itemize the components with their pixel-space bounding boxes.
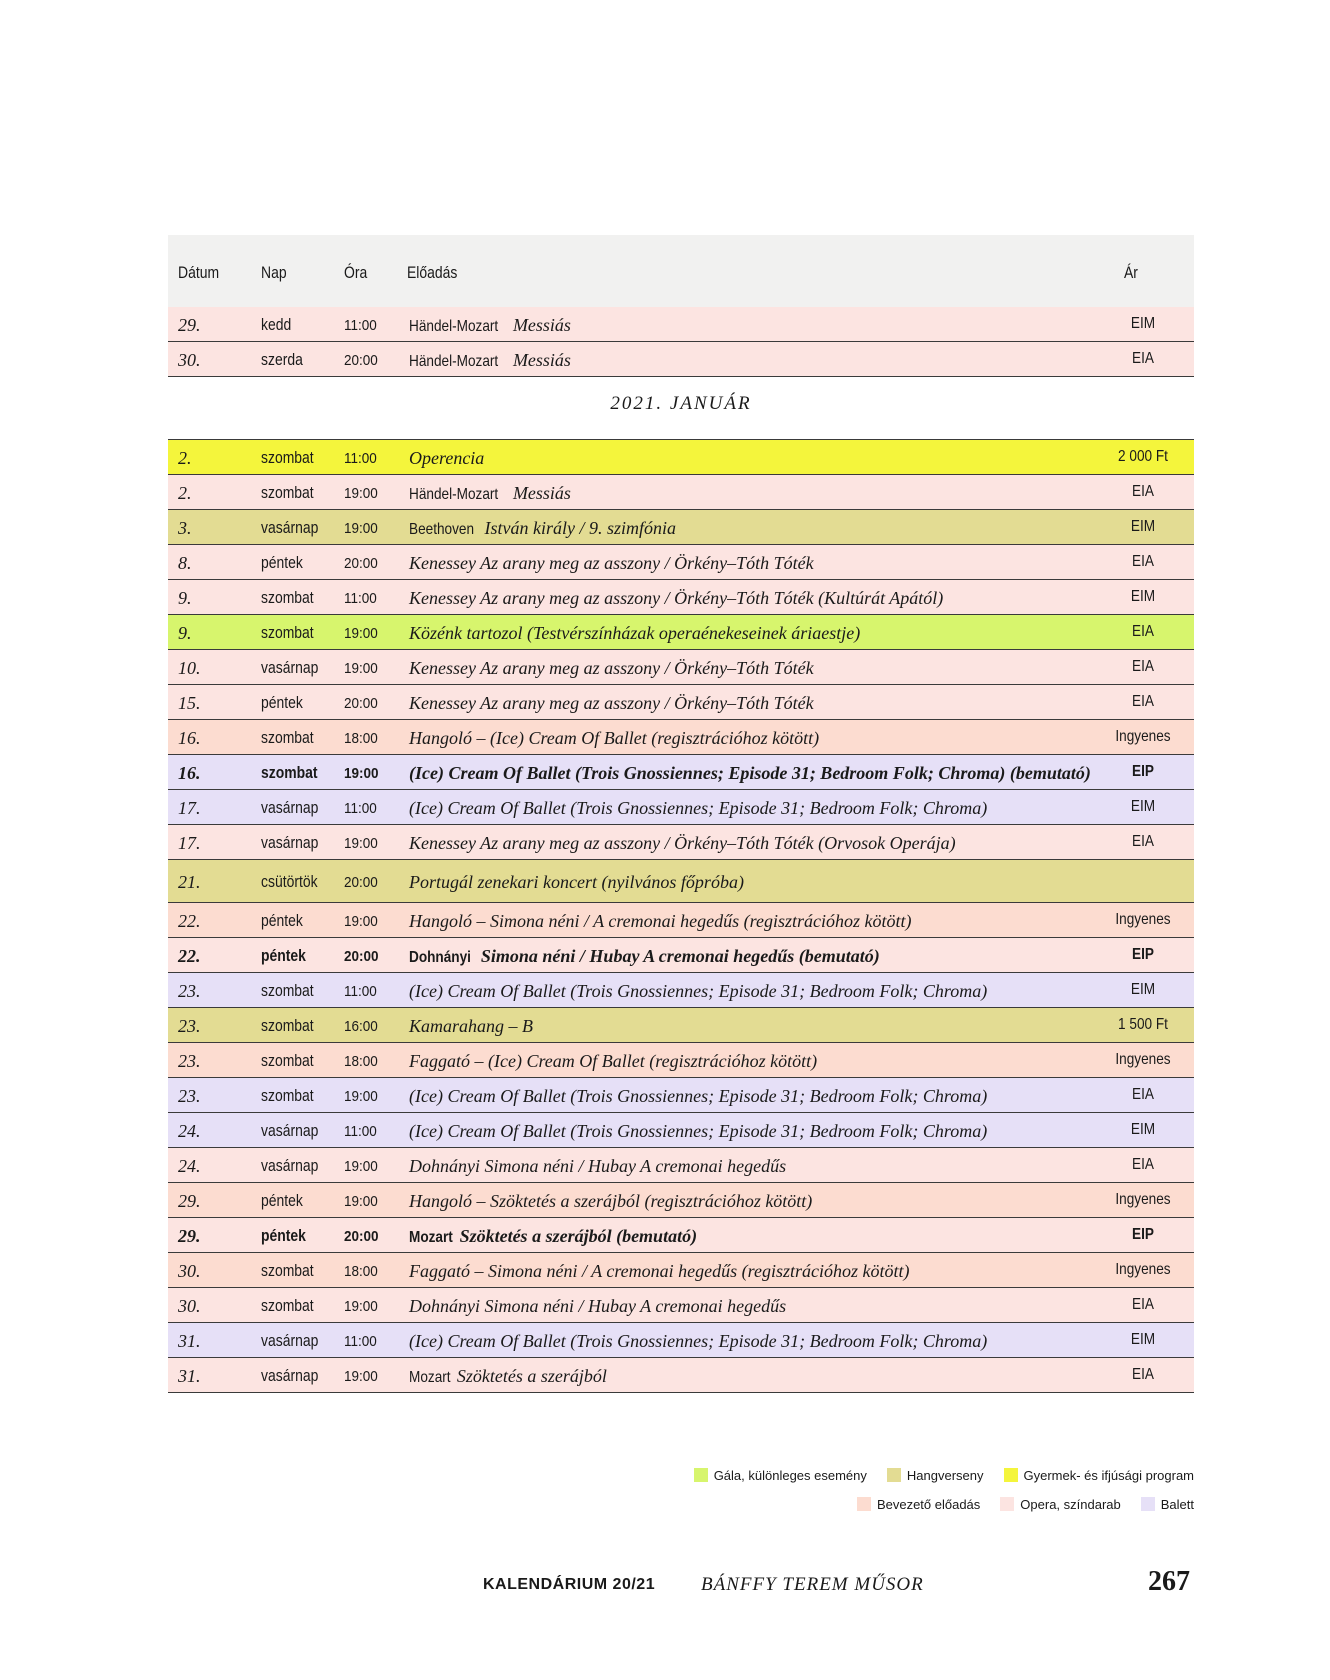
row-show bbox=[409, 518, 676, 539]
row-title: Kenessey Az arany meg az asszony / Örkény–Tóth Tóték (Kultúrát Apától) bbox=[409, 588, 944, 608]
row-date: 30. bbox=[178, 1296, 201, 1316]
row-title: (Ice) Cream Of Ballet (Trois Gnossiennes; Episode 31; Bedroom Folk; Chroma) bbox=[409, 798, 988, 818]
row-price: Ingyenes bbox=[1115, 1261, 1171, 1278]
row-title: Dohnányi Simona néni / Hubay A cremonai hegedűs bbox=[409, 1156, 787, 1176]
table-row bbox=[168, 903, 1194, 938]
row-show bbox=[409, 981, 987, 1002]
schedule-table-january bbox=[168, 439, 1194, 1393]
row-day: péntek bbox=[261, 693, 303, 712]
table-row bbox=[168, 860, 1194, 903]
row-time: 19:00 bbox=[344, 913, 378, 930]
header-date: Dátum bbox=[178, 263, 220, 282]
row-title: Faggató – Simona néni / A cremonai hegedűs (regisztrációhoz kötött) bbox=[409, 1261, 910, 1281]
footer-title: BÁNFFY TEREM MŰSOR bbox=[701, 1574, 924, 1595]
row-show bbox=[409, 1051, 817, 1072]
row-price: EIA bbox=[1132, 1086, 1154, 1103]
row-show bbox=[409, 588, 943, 609]
row-day: szombat bbox=[261, 763, 318, 782]
legend-label: Gyermek- és ifjúsági program bbox=[1023, 1468, 1194, 1483]
row-price: EIA bbox=[1132, 350, 1154, 367]
row-price: EIP bbox=[1132, 763, 1154, 780]
row-day: szombat bbox=[261, 483, 314, 502]
row-price: 1 500 Ft bbox=[1118, 1016, 1168, 1033]
row-price: EIA bbox=[1132, 1156, 1154, 1173]
row-price: EIM bbox=[1130, 1121, 1156, 1138]
row-time: 19:00 bbox=[344, 835, 378, 852]
row-title: Messiás bbox=[512, 483, 571, 503]
row-composer: Händel-Mozart bbox=[409, 318, 499, 335]
row-date: 24. bbox=[178, 1121, 201, 1141]
legend-row-1 bbox=[674, 1468, 1194, 1483]
table-row bbox=[168, 342, 1194, 377]
row-date: 10. bbox=[178, 658, 201, 678]
row-title: Dohnányi Simona néni / Hubay A cremonai hegedűs bbox=[409, 1296, 787, 1316]
row-show bbox=[409, 1016, 533, 1037]
row-day: vasárnap bbox=[261, 1331, 319, 1350]
legend-swatch bbox=[694, 1468, 708, 1482]
row-price: EIA bbox=[1132, 693, 1154, 710]
row-time: 11:00 bbox=[344, 590, 377, 607]
row-show bbox=[409, 1366, 607, 1387]
row-time: 19:00 bbox=[344, 1193, 378, 1210]
row-price: EIM bbox=[1130, 518, 1156, 535]
row-title: Faggató – (Ice) Cream Of Ballet (regisztrációhoz kötött) bbox=[409, 1051, 818, 1071]
row-composer: Mozart bbox=[409, 1369, 451, 1386]
row-date: 23. bbox=[178, 1051, 201, 1071]
row-day: vasárnap bbox=[261, 1366, 319, 1385]
row-show bbox=[409, 553, 814, 574]
row-show bbox=[409, 798, 987, 819]
table-header bbox=[168, 235, 1194, 309]
row-date: 9. bbox=[178, 623, 192, 643]
row-date: 21. bbox=[178, 872, 201, 892]
row-title: Hangoló – (Ice) Cream Of Ballet (regisztrációhoz kötött) bbox=[409, 728, 820, 748]
row-time: 20:00 bbox=[344, 352, 378, 369]
row-title: Portugál zenekari koncert (nyilvános főpróba) bbox=[409, 872, 744, 892]
row-day: vasárnap bbox=[261, 1121, 319, 1140]
table-row bbox=[168, 938, 1194, 973]
table-row bbox=[168, 307, 1194, 342]
row-price: EIA bbox=[1132, 483, 1154, 500]
table-row bbox=[168, 1358, 1194, 1393]
row-price: EIA bbox=[1132, 553, 1154, 570]
row-title: (Ice) Cream Of Ballet (Trois Gnossiennes; Episode 31; Bedroom Folk; Chroma) bbox=[409, 981, 988, 1001]
legend-swatch bbox=[1000, 1497, 1014, 1511]
row-date: 3. bbox=[178, 518, 192, 538]
row-title: (Ice) Cream Of Ballet (Trois Gnossiennes; Episode 31; Bedroom Folk; Chroma) (bemutató) bbox=[409, 763, 1091, 783]
row-date: 30. bbox=[178, 1261, 201, 1281]
row-price: EIA bbox=[1132, 1366, 1154, 1383]
row-title: István király / 9. szimfónia bbox=[484, 518, 677, 538]
table-row bbox=[168, 475, 1194, 510]
row-date: 2. bbox=[178, 448, 192, 468]
row-show bbox=[409, 483, 571, 504]
row-time: 20:00 bbox=[344, 874, 378, 891]
table-row bbox=[168, 1078, 1194, 1113]
row-date: 22. bbox=[178, 946, 201, 966]
row-price: EIM bbox=[1130, 1331, 1156, 1348]
row-time: 20:00 bbox=[344, 695, 378, 712]
row-date: 29. bbox=[178, 315, 201, 335]
row-composer: Händel-Mozart bbox=[409, 353, 499, 370]
row-date: 29. bbox=[178, 1191, 201, 1211]
legend-swatch bbox=[887, 1468, 901, 1482]
table-row bbox=[168, 1043, 1194, 1078]
legend-item bbox=[1000, 1497, 1120, 1512]
row-time: 18:00 bbox=[344, 1263, 378, 1280]
row-title: (Ice) Cream Of Ballet (Trois Gnossiennes; Episode 31; Bedroom Folk; Chroma) bbox=[409, 1121, 988, 1141]
table-row bbox=[168, 790, 1194, 825]
row-day: péntek bbox=[261, 553, 303, 572]
legend-item bbox=[694, 1468, 867, 1483]
row-price: Ingyenes bbox=[1115, 1051, 1171, 1068]
row-show bbox=[409, 1296, 786, 1317]
row-day: szombat bbox=[261, 1296, 314, 1315]
row-time: 19:00 bbox=[344, 520, 378, 537]
row-show bbox=[409, 911, 911, 932]
row-day: szombat bbox=[261, 588, 314, 607]
row-title: Hangoló – Simona néni / A cremonai hegedűs (regisztrációhoz kötött) bbox=[409, 911, 912, 931]
row-composer: Mozart bbox=[409, 1229, 453, 1246]
row-price: EIA bbox=[1132, 623, 1154, 640]
row-day: péntek bbox=[261, 1191, 303, 1210]
row-show bbox=[409, 1121, 987, 1142]
row-day: vasárnap bbox=[261, 518, 319, 537]
row-price: EIP bbox=[1132, 946, 1154, 963]
legend-swatch bbox=[1004, 1468, 1018, 1482]
row-day: szombat bbox=[261, 1016, 314, 1035]
table-row bbox=[168, 1288, 1194, 1323]
row-day: szombat bbox=[261, 623, 314, 642]
row-date: 31. bbox=[178, 1331, 201, 1351]
row-composer: Dohnányi bbox=[409, 949, 471, 966]
footer-brand: KALENDÁRIUM 20/21 bbox=[483, 1576, 656, 1593]
row-date: 24. bbox=[178, 1156, 201, 1176]
row-date: 29. bbox=[178, 1226, 201, 1246]
row-title: (Ice) Cream Of Ballet (Trois Gnossiennes; Episode 31; Bedroom Folk; Chroma) bbox=[409, 1331, 988, 1351]
row-time: 11:00 bbox=[344, 983, 377, 1000]
row-show bbox=[409, 1086, 987, 1107]
row-day: vasárnap bbox=[261, 1156, 319, 1175]
row-title: Szöktetés a szerájból (bemutató) bbox=[459, 1226, 698, 1246]
row-show bbox=[409, 1226, 697, 1247]
row-show bbox=[409, 872, 744, 893]
row-show bbox=[409, 315, 571, 336]
row-title: Hangoló – Szöktetés a szerájból (regisztrációhoz kötött) bbox=[409, 1191, 813, 1211]
row-show bbox=[409, 448, 484, 469]
row-show bbox=[409, 623, 860, 644]
row-date: 17. bbox=[178, 833, 201, 853]
header-time: Óra bbox=[344, 263, 368, 282]
table-row bbox=[168, 1008, 1194, 1043]
row-date: 9. bbox=[178, 588, 192, 608]
legend-label: Gála, különleges esemény bbox=[713, 1468, 867, 1483]
row-show bbox=[409, 1331, 987, 1352]
table-row bbox=[168, 973, 1194, 1008]
legend-item bbox=[1004, 1468, 1195, 1483]
row-date: 23. bbox=[178, 1016, 201, 1036]
row-time: 11:00 bbox=[344, 800, 377, 817]
row-price: Ingyenes bbox=[1115, 911, 1171, 928]
row-day: szerda bbox=[261, 350, 303, 369]
row-time: 19:00 bbox=[344, 765, 379, 782]
row-show bbox=[409, 763, 1091, 784]
row-day: szombat bbox=[261, 1261, 314, 1280]
row-date: 15. bbox=[178, 693, 201, 713]
row-day: vasárnap bbox=[261, 798, 319, 817]
table-row bbox=[168, 580, 1194, 615]
row-title: Messiás bbox=[512, 315, 571, 335]
row-show bbox=[409, 728, 819, 749]
row-date: 23. bbox=[178, 1086, 201, 1106]
row-time: 11:00 bbox=[344, 450, 377, 467]
row-day: csütörtök bbox=[261, 872, 318, 891]
page-number: 267 bbox=[1148, 1566, 1190, 1597]
table-row bbox=[168, 615, 1194, 650]
table-row bbox=[168, 1253, 1194, 1288]
table-row bbox=[168, 545, 1194, 580]
row-time: 19:00 bbox=[344, 1088, 378, 1105]
row-day: szombat bbox=[261, 448, 314, 467]
legend-item bbox=[887, 1468, 984, 1483]
row-title: Kamarahang – B bbox=[409, 1016, 534, 1036]
row-title: Szöktetés a szerájból bbox=[456, 1366, 607, 1386]
row-time: 11:00 bbox=[344, 1123, 377, 1140]
table-row bbox=[168, 650, 1194, 685]
row-date: 30. bbox=[178, 350, 201, 370]
legend-label: Hangverseny bbox=[906, 1468, 984, 1483]
row-time: 19:00 bbox=[344, 660, 378, 677]
legend-label: Balett bbox=[1160, 1497, 1194, 1512]
row-time: 18:00 bbox=[344, 730, 378, 747]
row-show bbox=[409, 1191, 812, 1212]
row-time: 19:00 bbox=[344, 1158, 378, 1175]
row-time: 18:00 bbox=[344, 1053, 378, 1070]
table-row bbox=[168, 1148, 1194, 1183]
row-day: péntek bbox=[261, 1226, 306, 1245]
header-show: Előadás bbox=[407, 263, 458, 282]
table-row bbox=[168, 440, 1194, 475]
month-heading: 2021. JANUÁR bbox=[610, 393, 752, 414]
row-title: Kenessey Az arany meg az asszony / Örkény–Tóth Tóték (Orvosok Operája) bbox=[409, 833, 956, 853]
table-row bbox=[168, 685, 1194, 720]
legend-item bbox=[857, 1497, 980, 1512]
header-day: Nap bbox=[261, 263, 287, 282]
row-title: Kenessey Az arany meg az asszony / Örkény–Tóth Tóték bbox=[409, 693, 814, 713]
row-composer: Händel-Mozart bbox=[409, 486, 499, 503]
row-date: 23. bbox=[178, 981, 201, 1001]
row-date: 22. bbox=[178, 911, 201, 931]
table-row bbox=[168, 755, 1194, 790]
table-row bbox=[168, 510, 1194, 545]
row-show bbox=[409, 658, 814, 679]
row-price: EIM bbox=[1130, 315, 1156, 332]
row-day: szombat bbox=[261, 1051, 314, 1070]
row-price: EIA bbox=[1132, 833, 1154, 850]
row-day: kedd bbox=[261, 315, 292, 334]
row-time: 20:00 bbox=[344, 555, 378, 572]
row-show bbox=[409, 1156, 786, 1177]
row-title: Közénk tartozol (Testvérszínházak operaénekeseinek áriaestje) bbox=[409, 623, 861, 643]
legend-swatch bbox=[857, 1497, 871, 1511]
table-row bbox=[168, 1323, 1194, 1358]
row-show bbox=[409, 946, 880, 967]
row-title: Kenessey Az arany meg az asszony / Örkény–Tóth Tóték bbox=[409, 553, 814, 573]
row-title: Operencia bbox=[409, 448, 485, 468]
row-show bbox=[409, 693, 814, 714]
row-time: 19:00 bbox=[344, 625, 378, 642]
row-time: 19:00 bbox=[344, 485, 378, 502]
row-time: 19:00 bbox=[344, 1368, 378, 1385]
row-time: 19:00 bbox=[344, 1298, 378, 1315]
row-title: (Ice) Cream Of Ballet (Trois Gnossiennes; Episode 31; Bedroom Folk; Chroma) bbox=[409, 1086, 988, 1106]
row-date: 8. bbox=[178, 553, 192, 573]
row-title: Kenessey Az arany meg az asszony / Örkény–Tóth Tóték bbox=[409, 658, 814, 678]
schedule-table-december bbox=[168, 307, 1194, 377]
row-price: EIA bbox=[1132, 658, 1154, 675]
table-row bbox=[168, 825, 1194, 860]
row-price: Ingyenes bbox=[1115, 1191, 1171, 1208]
row-day: vasárnap bbox=[261, 658, 319, 677]
row-time: 11:00 bbox=[344, 1333, 377, 1350]
row-date: 16. bbox=[178, 763, 201, 783]
row-title: Simona néni / Hubay A cremonai hegedűs (bemutató) bbox=[480, 946, 880, 966]
table-row bbox=[168, 1218, 1194, 1253]
row-price: EIP bbox=[1132, 1226, 1154, 1243]
table-row bbox=[168, 1183, 1194, 1218]
row-time: 11:00 bbox=[344, 317, 377, 334]
header-price: Ár bbox=[1124, 263, 1138, 282]
row-day: péntek bbox=[261, 946, 306, 965]
row-date: 31. bbox=[178, 1366, 201, 1386]
row-price: EIM bbox=[1130, 981, 1156, 998]
legend-item bbox=[1141, 1497, 1194, 1512]
row-time: 20:00 bbox=[344, 948, 379, 965]
row-price: EIM bbox=[1130, 798, 1156, 815]
table-row bbox=[168, 720, 1194, 755]
row-price: EIM bbox=[1130, 588, 1156, 605]
row-show bbox=[409, 833, 956, 854]
row-day: péntek bbox=[261, 911, 303, 930]
row-date: 16. bbox=[178, 728, 201, 748]
legend-label: Bevezető előadás bbox=[876, 1497, 981, 1512]
row-time: 20:00 bbox=[344, 1228, 379, 1245]
row-title: Messiás bbox=[512, 350, 571, 370]
row-show bbox=[409, 1261, 909, 1282]
row-price: Ingyenes bbox=[1115, 728, 1171, 745]
legend-row-2 bbox=[837, 1497, 1194, 1512]
row-composer: Beethoven bbox=[409, 521, 475, 538]
row-day: vasárnap bbox=[261, 833, 319, 852]
row-show bbox=[409, 350, 571, 371]
row-day: szombat bbox=[261, 728, 314, 747]
table-row bbox=[168, 1113, 1194, 1148]
row-date: 2. bbox=[178, 483, 192, 503]
row-price: 2 000 Ft bbox=[1118, 448, 1168, 465]
row-day: szombat bbox=[261, 1086, 314, 1105]
row-day: szombat bbox=[261, 981, 314, 1000]
row-date: 17. bbox=[178, 798, 201, 818]
row-price: EIA bbox=[1132, 1296, 1154, 1313]
row-time: 16:00 bbox=[344, 1018, 378, 1035]
legend-label: Opera, színdarab bbox=[1020, 1497, 1121, 1512]
legend-swatch bbox=[1141, 1497, 1155, 1511]
